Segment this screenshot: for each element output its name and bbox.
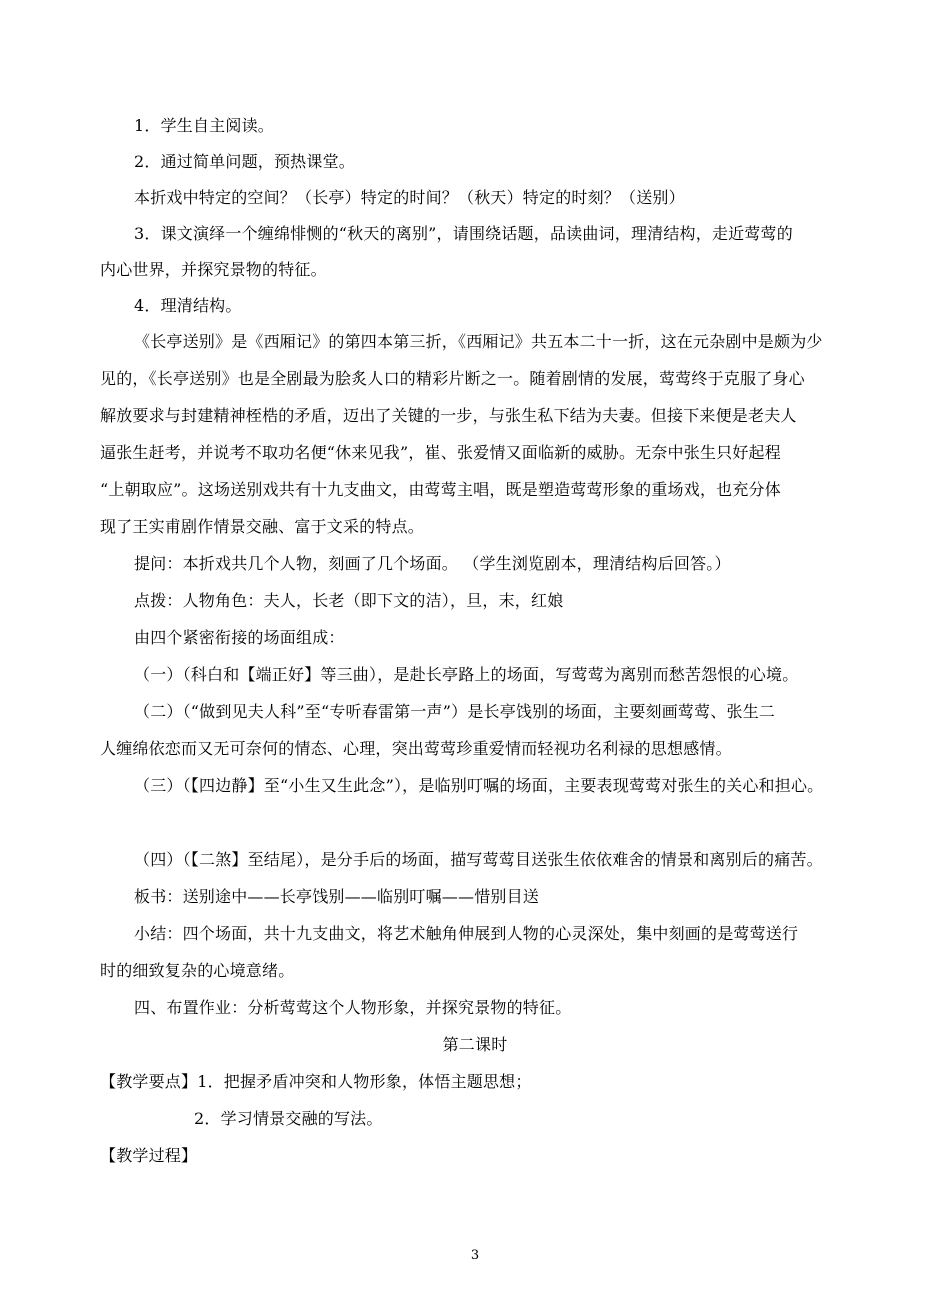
text-line: 人缠绵依恋而又无可奈何的情态、心理，突出莺莺珍重爱情而轻视功名利禄的思想感情。 — [100, 739, 732, 758]
text-line: 逼张生赶考，并说考不取功名便“休来见我”，崔、张爱情又面临新的威胁。无奈中张生只好起程 — [100, 443, 781, 462]
text-line: 小结：四个场面，共十九支曲文，将艺术触角伸展到人物的心灵深处，集中刻画的是莺莺送行 — [134, 924, 799, 943]
text-line: 1．学生自主阅读。 — [134, 116, 274, 135]
text-line: 解放要求与封建精神桎梏的矛盾，迈出了关键的一步，与张生私下结为夫妻。但接下来便是老夫人 — [100, 406, 797, 425]
text-line: 板书：送别途中——长亭饯别——临别叮嘱——惜别目送 — [134, 887, 540, 906]
text-line: 四、布置作业：分析莺莺这个人物形象，并探究景物的特征。 — [134, 998, 572, 1017]
text-line: 【教学要点】1．把握矛盾冲突和人物形象，体悟主题思想； — [100, 1072, 532, 1091]
text-line: 提问：本折戏共几个人物，刻画了几个场面。 （学生浏览剧本，理清结构后回答。） — [134, 554, 731, 573]
text-line: 由四个紧密衔接的场面组成： — [134, 628, 345, 647]
page-number: 3 — [470, 1248, 480, 1263]
section-heading: 第二课时 — [442, 1035, 508, 1054]
text-line: 时的细致复杂的心境意绪。 — [100, 961, 295, 980]
text-line: 2．通过简单问题，预热课堂。 — [134, 152, 355, 171]
text-line: 3．课文演绎一个缠绵悱恻的“秋天的离别”，请围绕话题，品读曲词，理清结构，走近莺莺的 — [134, 224, 793, 243]
text-line: 本折戏中特定的空间？（长亭）特定的时间？（秋天）特定的时刻？（送别） — [134, 188, 685, 207]
text-line: （一）（科白和【端正好】等三曲），是赴长亭路上的场面，写莺莺为离别而愁苦怨恨的心境。 — [134, 665, 799, 684]
text-line: “上朝取应”。这场送别戏共有十九支曲文，由莺莺主唱，既是塑造莺莺形象的重场戏，也充分体 — [100, 480, 781, 499]
text-line: 内心世界，并探究景物的特征。 — [100, 260, 327, 279]
text-line: （四）（【二煞】至结尾），是分手后的场面，描写莺莺目送张生依依难舍的情景和离别后的痛苦。 — [134, 850, 823, 869]
text-line: 【教学过程】 — [100, 1146, 198, 1165]
text-line: 现了王实甫剧作情景交融、富于文采的特点。 — [100, 517, 425, 536]
text-line: 见的，《长亭送别》也是全剧最为脍炙人口的精彩片断之一。随着剧情的发展，莺莺终于克服了身心 — [100, 369, 805, 388]
text-line: 《长亭送别》是《西厢记》的第四本第三折，《西厢记》共五本二十一折，这在元杂剧中是颇为少 — [134, 332, 823, 351]
text-line: 2．学习情景交融的写法。 — [194, 1109, 383, 1128]
text-line: （三）（【四边静】至“小生又生此念”），是临别叮嘱的场面，主要表现莺莺对张生的关心和担心。 — [134, 776, 824, 795]
text-line: 4．理清结构。 — [134, 296, 242, 315]
text-line: （二）（“做到见夫人科”至“专听春雷第一声”）是长亭饯别的场面，主要刻画莺莺、张生二 — [134, 702, 776, 721]
text-line: 点拨：人物角色：夫人，长老（即下文的洁），旦，末，红娘 — [134, 591, 564, 610]
